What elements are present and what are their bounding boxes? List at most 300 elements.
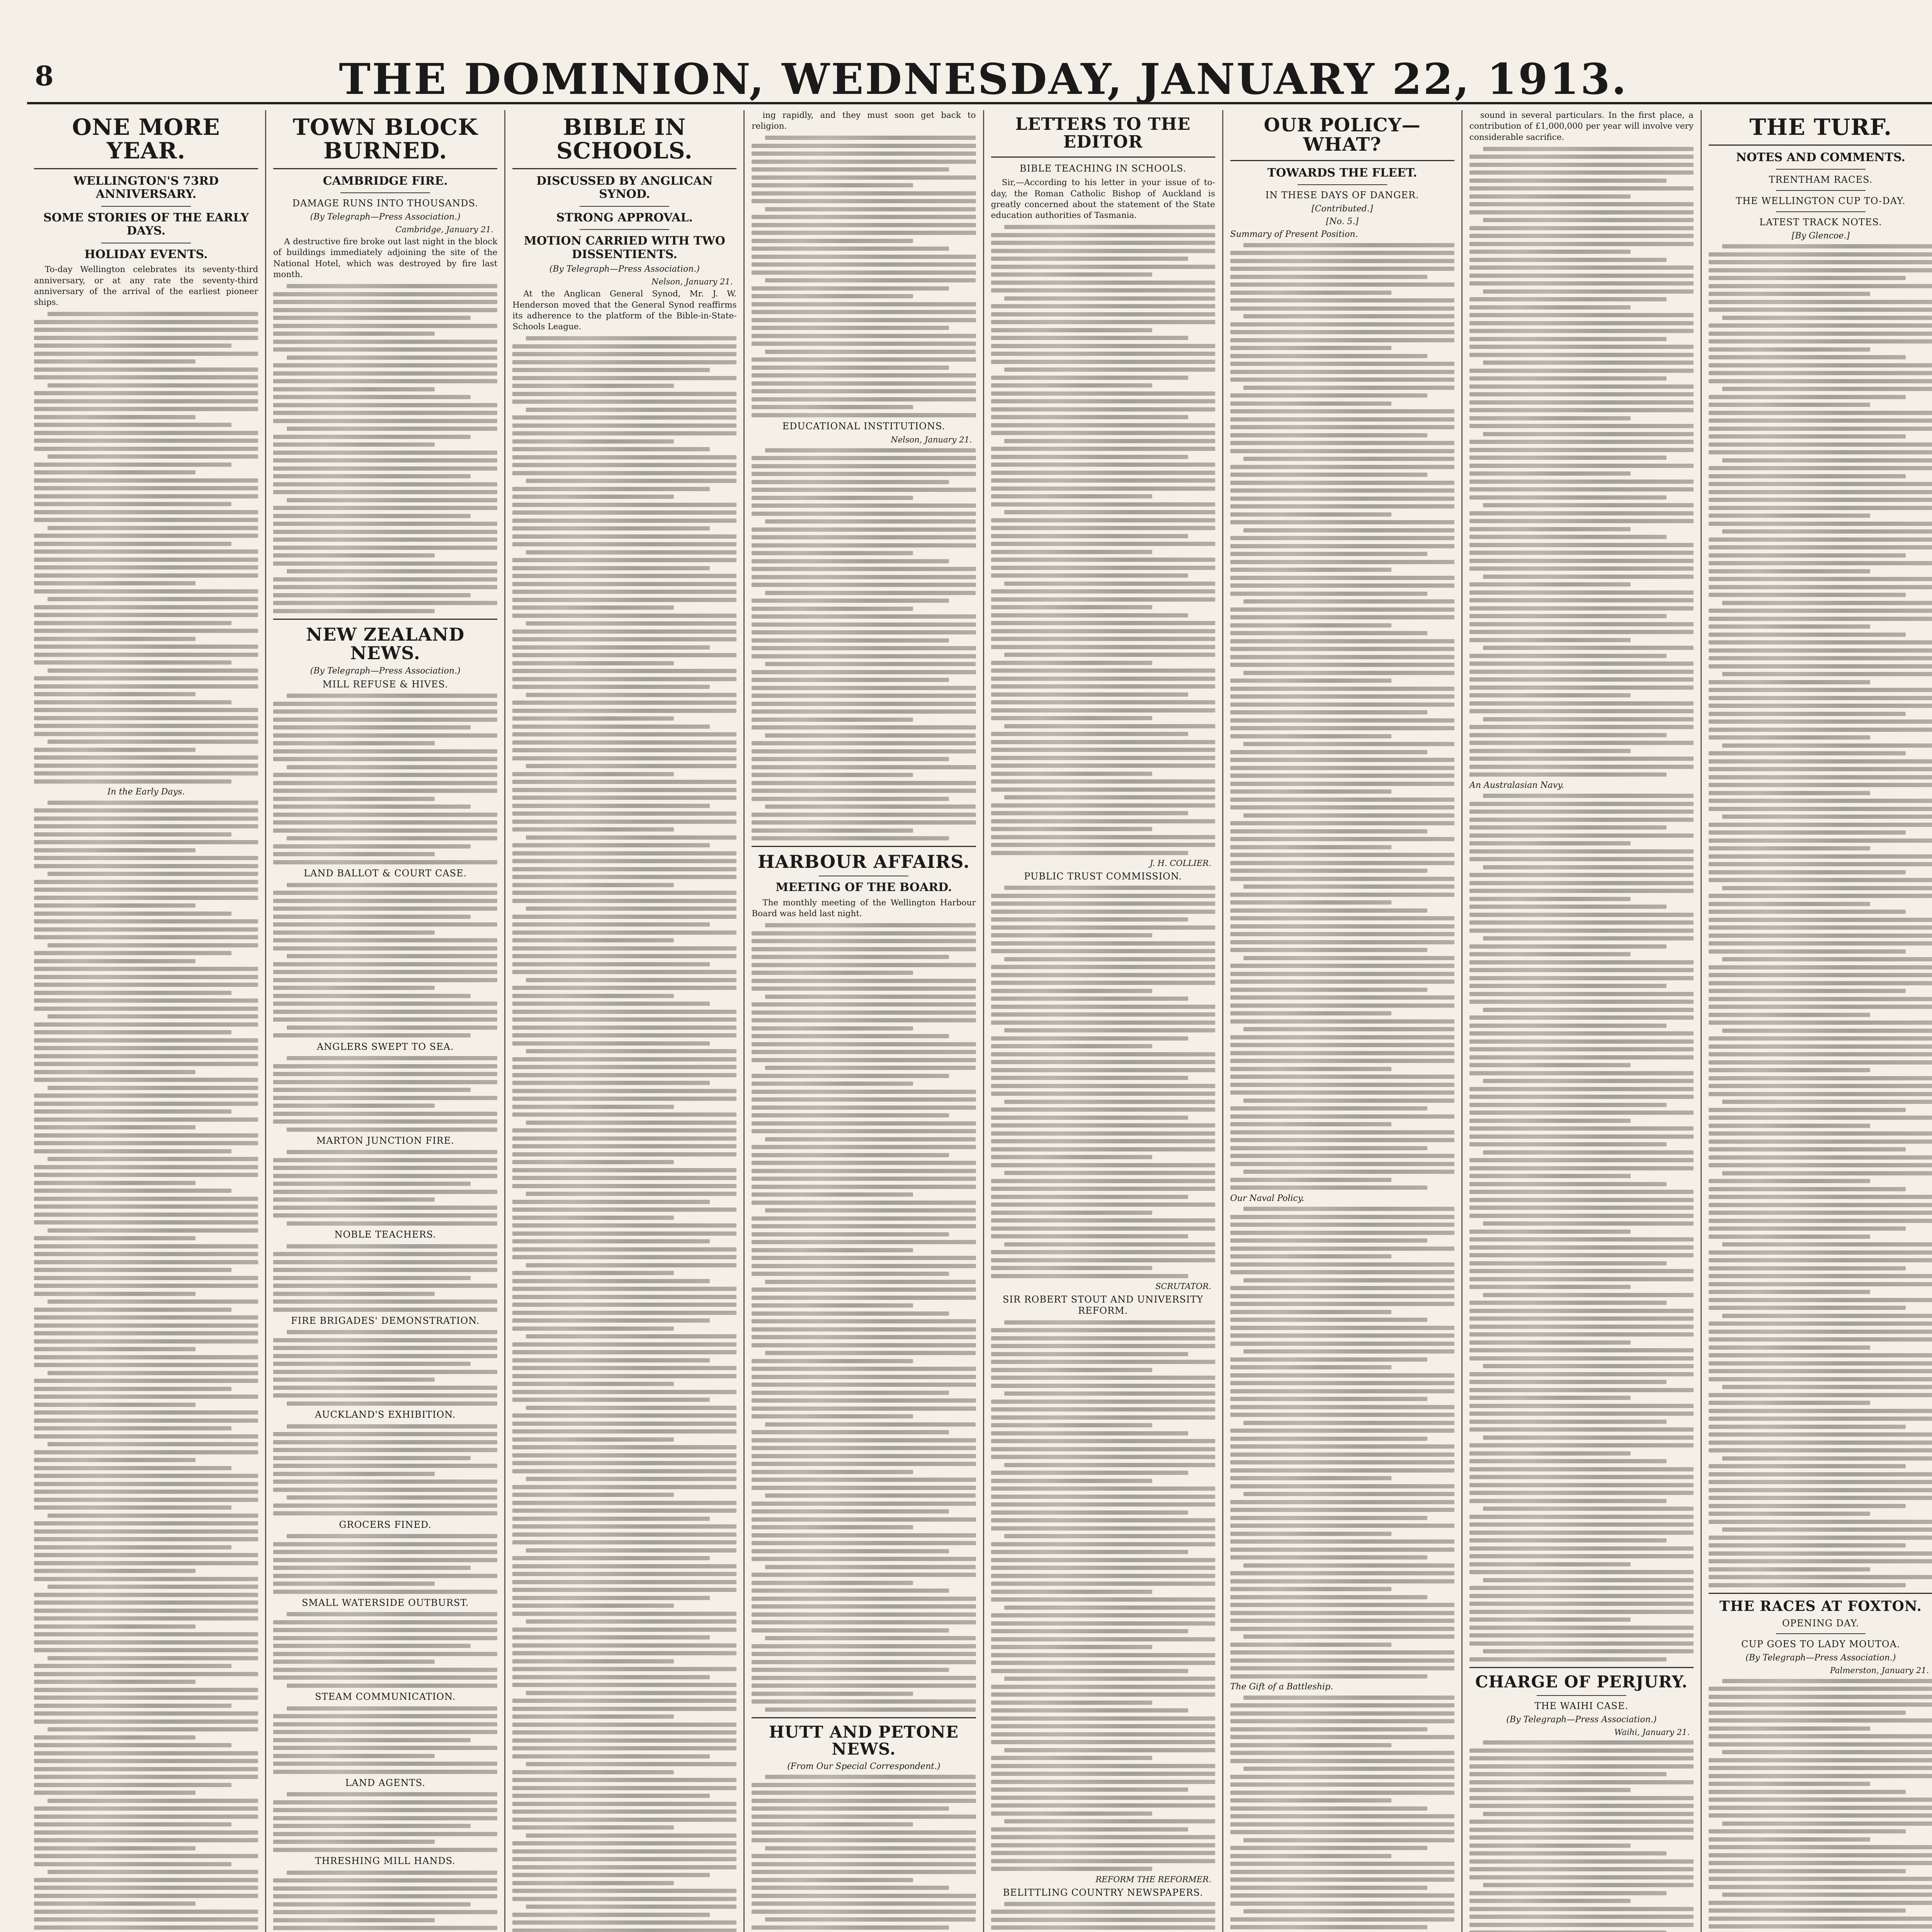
text-line xyxy=(1709,751,1906,755)
text-line xyxy=(512,447,710,451)
text-line xyxy=(273,1652,497,1656)
text-line xyxy=(1230,1782,1454,1787)
text-line xyxy=(1469,630,1694,634)
text-line xyxy=(1230,877,1454,881)
text-line xyxy=(1230,536,1454,540)
text-line xyxy=(1469,1055,1694,1060)
text-line xyxy=(991,677,1215,681)
text-line xyxy=(765,1708,976,1712)
text-line xyxy=(1004,1605,1215,1610)
text-line xyxy=(512,1873,710,1877)
text-line xyxy=(752,160,976,164)
text-line xyxy=(512,1778,736,1782)
text-line xyxy=(991,1471,1189,1475)
text-line xyxy=(991,1835,1215,1839)
text-line xyxy=(1469,471,1631,476)
text-line xyxy=(1709,981,1932,985)
text-line xyxy=(1230,473,1428,477)
text-line xyxy=(1722,601,1932,605)
text-line xyxy=(1230,1083,1454,1087)
text-line xyxy=(287,1401,497,1406)
subhead: FIRE BRIGADES' DEMONSTRATION. xyxy=(291,1315,480,1327)
text-line xyxy=(991,304,1215,308)
text-line xyxy=(34,1775,258,1779)
text-line xyxy=(752,1446,976,1450)
text-line xyxy=(34,510,258,514)
text-line xyxy=(512,1041,710,1046)
text-line xyxy=(287,765,497,769)
text-line xyxy=(1709,1908,1906,1913)
text-line xyxy=(34,1878,258,1882)
text-line xyxy=(1469,487,1694,492)
text-line xyxy=(1469,1475,1694,1479)
text-line xyxy=(273,458,497,463)
text-line xyxy=(273,1088,471,1092)
text-line xyxy=(1469,1063,1631,1067)
text-line xyxy=(1004,1677,1215,1681)
text-line xyxy=(752,175,976,180)
text-line xyxy=(512,756,736,760)
text-line xyxy=(1483,218,1694,222)
text-line xyxy=(752,789,976,793)
text-line xyxy=(273,411,497,415)
text-line xyxy=(34,415,196,419)
text-line xyxy=(526,336,736,340)
text-line xyxy=(1469,857,1694,861)
text-line xyxy=(1709,1742,1932,1747)
text-line xyxy=(1469,670,1694,674)
text-line xyxy=(1709,569,1870,573)
text-line xyxy=(34,1719,258,1724)
text-line xyxy=(1483,361,1694,365)
text-line xyxy=(512,368,710,372)
text-line xyxy=(1709,648,1932,653)
text-line xyxy=(1709,918,1932,922)
text-line xyxy=(1230,1901,1454,1906)
text-line xyxy=(34,1244,258,1248)
text-line xyxy=(34,1347,196,1351)
text-line xyxy=(1709,1837,1870,1842)
text-line xyxy=(512,709,736,713)
text-line xyxy=(752,286,949,291)
text-line xyxy=(752,630,976,634)
article-paragraph: ing rapidly, and they must soon get back to religion. xyxy=(752,111,976,131)
text-line xyxy=(1722,316,1932,320)
text-line xyxy=(273,1480,497,1484)
text-line xyxy=(1469,179,1667,183)
text-line xyxy=(273,1644,471,1648)
text-line xyxy=(1709,735,1870,740)
text-line xyxy=(752,1383,976,1387)
text-line xyxy=(34,589,258,594)
text-line xyxy=(752,1414,913,1418)
text-line xyxy=(1469,929,1694,933)
text-line xyxy=(1230,1444,1454,1449)
text-line xyxy=(1230,1759,1454,1763)
text-line xyxy=(991,1368,1153,1372)
text-line xyxy=(34,967,258,971)
text-line xyxy=(991,621,1215,625)
text-line xyxy=(1469,1245,1694,1250)
text-line xyxy=(1469,741,1694,745)
text-line xyxy=(1230,980,1454,984)
text-line xyxy=(273,1472,435,1476)
text-line xyxy=(1709,268,1932,272)
text-line xyxy=(765,1775,976,1779)
text-line xyxy=(34,896,258,900)
text-line xyxy=(273,546,497,550)
text-line xyxy=(273,915,471,919)
subhead-waihi: THE WAIHI CASE. xyxy=(1534,1700,1629,1711)
text-line xyxy=(1230,1917,1454,1922)
text-line xyxy=(48,1299,258,1304)
text-line xyxy=(1722,1314,1932,1318)
text-line xyxy=(991,1344,1215,1348)
text-line xyxy=(1230,433,1428,437)
text-line xyxy=(1230,1059,1454,1063)
text-line xyxy=(1469,456,1667,460)
text-line xyxy=(752,1901,976,1906)
subhead-anniversary: WELLINGTON'S 73RD ANNIVERSARY. xyxy=(73,174,219,201)
text-line xyxy=(1483,147,1694,151)
text-line xyxy=(1709,1068,1870,1072)
text-line xyxy=(1469,1388,1694,1392)
text-line xyxy=(1469,234,1694,238)
text-line xyxy=(34,1109,231,1114)
text-line xyxy=(1709,1013,1870,1017)
text-line xyxy=(512,669,736,673)
text-line xyxy=(1709,1520,1932,1524)
text-line xyxy=(1709,355,1906,359)
text-line xyxy=(752,931,976,935)
text-line xyxy=(1469,1325,1694,1329)
divider xyxy=(273,168,497,169)
text-line xyxy=(1230,1035,1454,1039)
text-line xyxy=(1483,1221,1694,1226)
text-line xyxy=(273,340,497,344)
text-line xyxy=(752,1581,913,1585)
text-line xyxy=(752,1830,976,1835)
text-line xyxy=(34,1007,258,1011)
text-line xyxy=(1722,886,1932,890)
text-line xyxy=(512,1223,736,1228)
text-line xyxy=(991,901,1215,906)
text-line xyxy=(1230,1130,1454,1134)
text-line xyxy=(991,843,1215,847)
text-line xyxy=(1469,1570,1694,1574)
text-line xyxy=(1709,1116,1932,1120)
text-line xyxy=(1230,1893,1454,1898)
text-line xyxy=(1709,1076,1932,1080)
text-line xyxy=(1230,607,1454,612)
subhead-moutoa: CUP GOES TO LADY MOUTOA. xyxy=(1741,1639,1900,1650)
section-head: In the Early Days. xyxy=(107,787,185,797)
text-line xyxy=(34,755,258,760)
text-line xyxy=(34,1751,258,1755)
text-line xyxy=(273,781,497,785)
text-line xyxy=(752,381,976,386)
text-line xyxy=(1469,1641,1694,1646)
text-line xyxy=(1709,1044,1932,1049)
text-line xyxy=(34,1854,258,1858)
text-line xyxy=(273,978,497,982)
text-line xyxy=(765,1846,976,1850)
text-line xyxy=(752,1886,949,1890)
text-line xyxy=(512,1913,710,1917)
text-line xyxy=(1004,367,1215,372)
text-line xyxy=(991,1352,1189,1356)
text-line xyxy=(273,820,497,825)
text-line xyxy=(1243,742,1454,746)
text-line xyxy=(991,1780,1215,1784)
text-line xyxy=(991,989,1153,993)
text-line xyxy=(752,231,976,235)
text-line xyxy=(1709,490,1932,494)
text-line xyxy=(512,1097,736,1101)
text-line xyxy=(1709,1695,1932,1699)
text-line xyxy=(34,1846,196,1850)
text-line xyxy=(48,1086,258,1090)
text-line xyxy=(1709,1448,1932,1452)
text-line xyxy=(273,1590,497,1594)
text-line xyxy=(512,701,736,705)
text-line xyxy=(752,1129,976,1133)
text-line xyxy=(991,1147,1215,1151)
text-line xyxy=(1469,606,1694,611)
text-line xyxy=(34,1173,258,1177)
text-line xyxy=(1469,1277,1694,1281)
text-line xyxy=(48,1442,258,1446)
divider xyxy=(580,229,669,230)
text-line xyxy=(512,891,736,895)
text-line xyxy=(273,506,497,510)
text-line xyxy=(287,883,497,887)
text-line xyxy=(991,241,1215,245)
subhead-danger: IN THESE DAYS OF DANGER. xyxy=(1265,190,1419,201)
text-line xyxy=(752,270,976,275)
text-line xyxy=(1230,1154,1454,1158)
text-line xyxy=(34,352,258,356)
text-line xyxy=(512,1532,736,1537)
text-line xyxy=(273,1636,497,1640)
text-line xyxy=(991,851,1189,855)
text-line xyxy=(34,1450,258,1454)
text-line xyxy=(287,1330,497,1334)
text-line xyxy=(273,1354,497,1358)
text-line xyxy=(752,1699,976,1704)
text-line xyxy=(273,1284,497,1288)
text-line xyxy=(273,1816,497,1820)
text-line xyxy=(752,702,976,706)
text-line xyxy=(752,575,976,579)
text-line xyxy=(1469,1546,1694,1551)
text-line xyxy=(273,891,497,895)
text-line xyxy=(34,1315,258,1320)
text-line xyxy=(1469,1748,1694,1753)
text-line xyxy=(273,1886,497,1891)
headline-one-more-year: ONE MORE YEAR. xyxy=(72,114,220,164)
text-line xyxy=(1469,1483,1694,1487)
text-line xyxy=(1709,1877,1932,1881)
text-line xyxy=(991,835,1215,839)
text-line xyxy=(34,779,231,784)
text-line xyxy=(991,1843,1215,1847)
text-line xyxy=(1709,807,1932,811)
text-line xyxy=(1469,1531,1694,1535)
text-line xyxy=(1709,577,1932,581)
text-line xyxy=(48,312,258,316)
text-line xyxy=(273,347,497,352)
text-line xyxy=(34,1901,196,1906)
text-line xyxy=(1230,948,1428,952)
text-line xyxy=(1709,1036,1932,1041)
text-line xyxy=(1709,561,1932,565)
text-line xyxy=(34,573,258,578)
text-line xyxy=(526,1833,736,1838)
text-line xyxy=(34,1268,231,1272)
text-line xyxy=(991,1376,1215,1380)
text-line xyxy=(34,1482,258,1486)
text-line xyxy=(1483,1883,1694,1887)
text-line xyxy=(1483,1812,1694,1816)
text-line xyxy=(512,1231,736,1236)
text-line xyxy=(1722,672,1932,676)
text-line xyxy=(752,694,976,698)
text-line xyxy=(1230,821,1454,825)
text-line xyxy=(752,1509,949,1514)
text-line xyxy=(34,676,258,680)
subhead-damage: DAMAGE RUNS INTO THOUSANDS. xyxy=(292,198,478,209)
text-line xyxy=(34,1125,196,1129)
text-line xyxy=(526,1192,736,1196)
text-line xyxy=(512,946,736,951)
text-line xyxy=(991,407,1215,412)
text-line xyxy=(273,1017,497,1022)
subhead: AUCKLAND'S EXHIBITION. xyxy=(315,1409,456,1420)
text-line xyxy=(991,1328,1215,1332)
text-line xyxy=(34,1688,258,1692)
text-line xyxy=(1722,1821,1932,1826)
text-line xyxy=(34,1046,258,1050)
column-4 xyxy=(745,110,984,1932)
text-line xyxy=(752,1201,976,1205)
text-line xyxy=(512,1160,674,1164)
text-line xyxy=(512,1318,710,1323)
text-line xyxy=(34,1355,258,1359)
text-line xyxy=(273,860,497,864)
divider xyxy=(1298,184,1387,185)
text-line xyxy=(765,350,976,354)
text-line xyxy=(1230,1270,1454,1274)
text-line xyxy=(34,824,258,828)
text-line xyxy=(1230,1571,1454,1575)
text-line xyxy=(512,820,736,824)
text-line xyxy=(512,1786,736,1790)
text-line xyxy=(1709,775,1932,779)
text-line xyxy=(512,772,674,776)
text-line xyxy=(1243,1349,1454,1354)
text-line xyxy=(1230,1822,1454,1827)
text-line xyxy=(512,1065,736,1069)
text-line xyxy=(991,1582,1215,1586)
text-line xyxy=(1469,1828,1694,1832)
text-line xyxy=(1469,1420,1667,1424)
text-line xyxy=(1469,258,1667,262)
text-line xyxy=(1709,941,1932,946)
text-line xyxy=(1243,1027,1454,1031)
text-line xyxy=(512,1366,736,1370)
text-line xyxy=(48,383,258,388)
text-line xyxy=(752,1799,976,1803)
text-line xyxy=(287,1495,497,1500)
text-line xyxy=(273,332,435,336)
text-line xyxy=(1230,861,1454,865)
text-line xyxy=(1230,679,1392,683)
text-line xyxy=(273,1730,497,1734)
column-3 xyxy=(505,110,745,1932)
text-line xyxy=(1709,878,1932,882)
text-line xyxy=(1709,1726,1870,1731)
text-line xyxy=(34,1379,258,1383)
text-line xyxy=(512,519,736,523)
text-line xyxy=(1230,1114,1454,1119)
text-line xyxy=(1709,1829,1906,1833)
text-line xyxy=(752,1684,976,1688)
text-line xyxy=(991,700,1215,704)
text-line xyxy=(1230,1925,1428,1929)
text-line xyxy=(1709,1711,1906,1715)
text-line xyxy=(1469,1459,1667,1463)
text-line xyxy=(1469,448,1694,452)
text-line xyxy=(1004,1534,1215,1538)
text-line xyxy=(991,910,1215,914)
text-line xyxy=(273,474,471,478)
text-line xyxy=(34,344,231,348)
text-line xyxy=(1230,837,1454,841)
text-line xyxy=(512,455,736,459)
text-line xyxy=(273,1206,497,1210)
text-line xyxy=(1722,1527,1932,1532)
text-line xyxy=(512,1026,736,1030)
text-line xyxy=(273,1675,497,1680)
text-line xyxy=(1230,1500,1454,1504)
text-line xyxy=(1709,1409,1932,1413)
text-line xyxy=(1230,449,1454,453)
text-line xyxy=(752,310,976,314)
text-line xyxy=(752,1806,949,1811)
text-line xyxy=(512,1136,736,1141)
text-line xyxy=(34,1204,258,1209)
text-line xyxy=(512,986,736,990)
text-line xyxy=(991,1211,1153,1215)
text-line xyxy=(512,811,736,816)
text-line xyxy=(1709,1393,1932,1397)
text-line xyxy=(991,1479,1153,1483)
text-line xyxy=(991,526,1215,530)
text-line xyxy=(273,938,497,942)
text-line xyxy=(1709,965,1932,969)
text-line xyxy=(991,272,1153,277)
text-line xyxy=(1483,1578,1694,1582)
text-line xyxy=(512,716,674,721)
text-line xyxy=(1709,506,1932,510)
text-line xyxy=(1709,1798,1932,1802)
text-line xyxy=(991,471,1215,475)
text-line xyxy=(1469,1269,1694,1273)
text-line xyxy=(512,1604,674,1608)
text-line xyxy=(1709,1432,1932,1437)
text-line xyxy=(1230,1476,1392,1480)
